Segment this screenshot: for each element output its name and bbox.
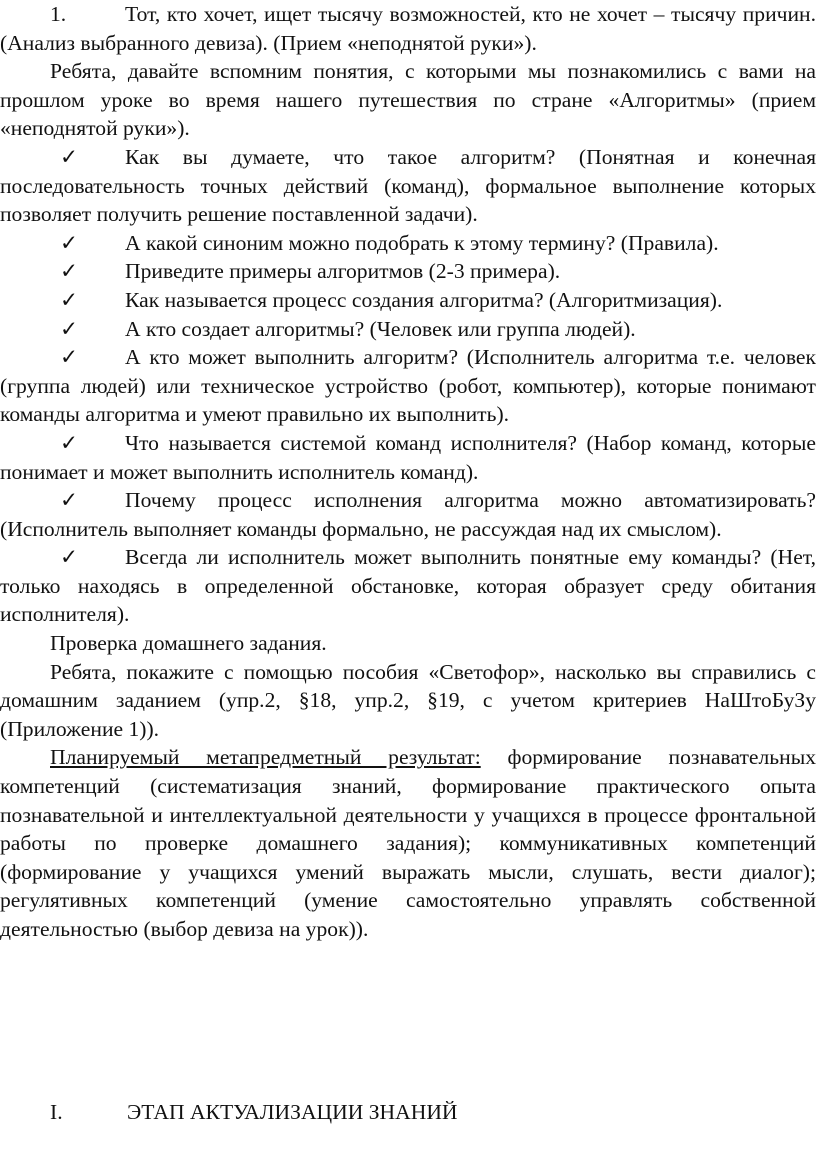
question-item: [0, 429, 816, 486]
result-text: формирование познавательных компетенций (систематизация знаний, формирование практического опыта познавательной и интеллектуальной деятельности у учащихся в процессе фронтальной работы по проверке домашнего задания); коммуникативных компетенций (формирование у учащихся умений выражать мысли, слушать, вести диалог); регулятивных компетенций (умение самостоятельно управлять собственной деятельностью (выбор девиза на урок)).: [0, 745, 816, 941]
checkmark-icon: ✓: [60, 316, 79, 341]
question-item: [0, 229, 816, 258]
question-list: [0, 143, 816, 629]
question-text: А кто может выполнить алгоритм? (Исполнитель алгоритма т.е. человек (группа людей) или техническое устройство (робот, компьютер), которые понимают команды алгоритма и умеют правильно их выполнить).: [0, 345, 816, 427]
question-item: [0, 343, 816, 429]
question-text: Что называется системой команд исполнителя? (Набор команд, которые понимает и может выполнить исполнитель команд).: [0, 430, 816, 484]
question-item: [0, 143, 816, 229]
checkmark-icon: ✓: [60, 287, 79, 312]
intro-paragraph: Ребята, давайте вспомним понятия, с которыми мы познакомились с вами на прошлом уроке во время нашего путешествия по стране «Алгоритмы» (прием «неподнятой руки»).: [0, 59, 816, 141]
question-text: Как вы думаете, что такое алгоритм? (Понятная и конечная последовательность точных действий (команд), формальное выполнение которых позволяет получить решение поставленной задачи).: [0, 144, 816, 227]
checkmark-icon: ✓: [60, 345, 79, 370]
section-heading: [50, 1098, 458, 1127]
question-item: [0, 543, 816, 629]
svetofor-paragraph: Ребята, покажите с помощью пособия «Светофор», насколько вы справились с домашним заданием (упр.2, §18, упр.2, §19, с учетом критериев НаШтоБуЗу (Приложение 1)).: [0, 659, 816, 741]
section-title: ЭТАП АКТУАЛИЗАЦИИ ЗНАНИЙ: [127, 1100, 458, 1124]
checkmark-icon: ✓: [60, 488, 79, 513]
checkmark-icon: ✓: [60, 144, 79, 169]
question-item: [0, 315, 816, 344]
question-text: А какой синоним можно подобрать к этому термину? (Правила).: [125, 230, 719, 255]
question-text: Приведите примеры алгоритмов (2-3 примера).: [125, 259, 561, 284]
list-number: 1.: [50, 2, 67, 26]
result-label: Планируемый метапредметный результат:: [50, 745, 481, 770]
question-text: А кто создает алгоритмы? (Человек или группа людей).: [125, 316, 636, 341]
checkmark-icon: ✓: [60, 230, 79, 255]
question-text: Всегда ли исполнитель может выполнить понятные ему команды? (Нет, только находясь в определенной обстановке, которая образует среду обитания исполнителя).: [0, 545, 816, 627]
question-item: [0, 286, 816, 315]
question-text: Почему процесс исполнения алгоритма можно автоматизировать? (Исполнитель выполняет команды формально, не рассуждая над их смыслом).: [0, 488, 816, 541]
checkmark-icon: ✓: [60, 259, 79, 284]
checkmark-icon: ✓: [60, 545, 79, 570]
question-text: Как называется процесс создания алгоритма? (Алгоритмизация).: [125, 287, 723, 312]
motto-paragraph: [0, 0, 816, 57]
homework-check-paragraph: Проверка домашнего задания.: [50, 631, 327, 656]
question-item: [0, 257, 816, 286]
section-number: I.: [50, 1100, 63, 1124]
question-item: [0, 486, 816, 543]
motto-text: Тот, кто хочет, ищет тысячу возможностей, кто не хочет – тысячу причин. (Анализ выбранного девиза). (Прием «неподнятой руки»).: [0, 2, 816, 55]
checkmark-icon: ✓: [60, 430, 79, 455]
result-paragraph: [0, 743, 816, 943]
